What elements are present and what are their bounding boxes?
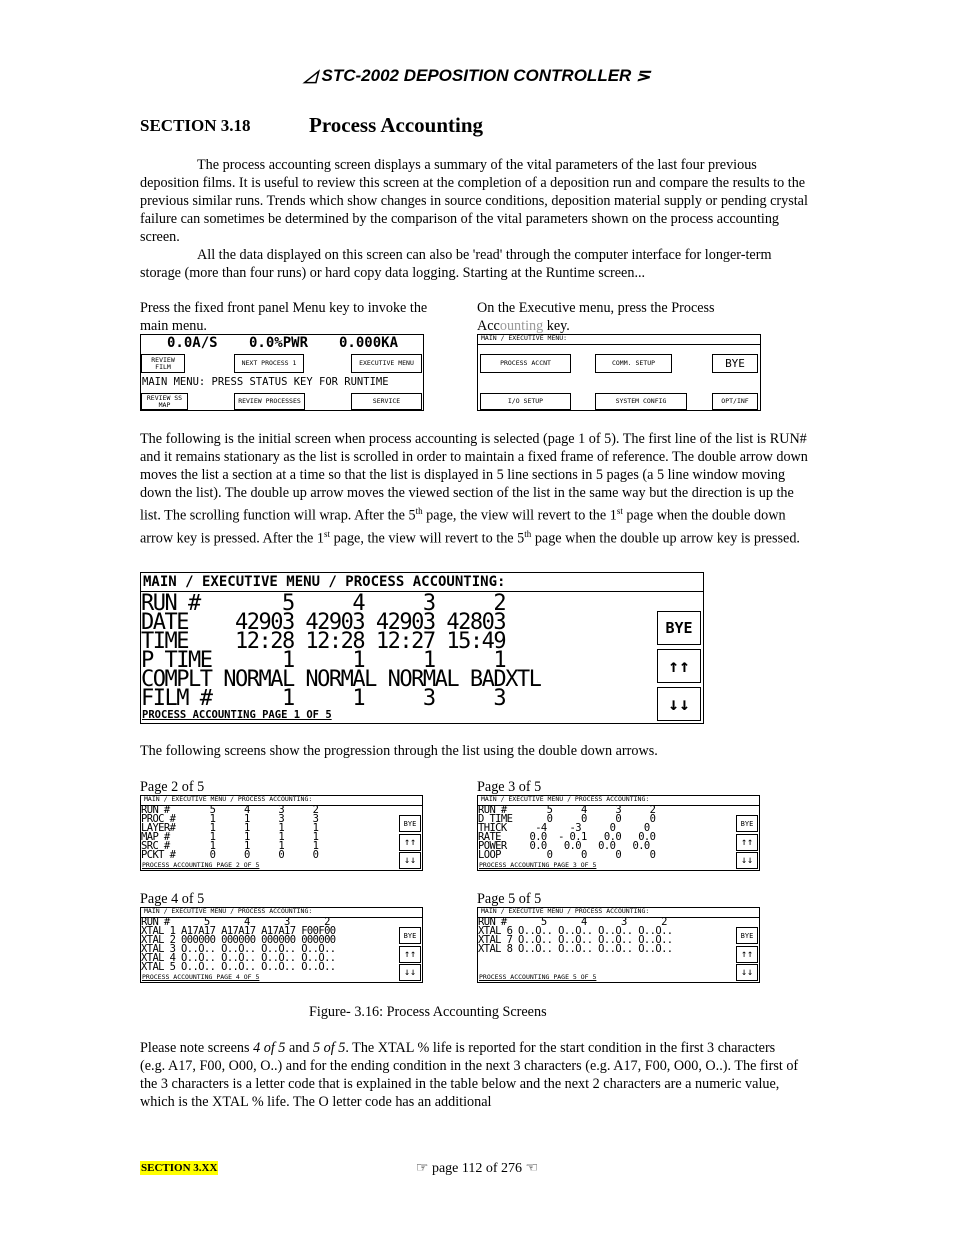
process-accounting-screen-page-5 [477,907,760,983]
readout-power: 0.0%PWR [249,335,309,351]
process-accounting-screen-page-2 [140,795,423,871]
explain-3: page when the double down arrow key is pressed. After the 1 [140,507,786,547]
status-line: MAIN MENU: PRESS STATUS KEY FOR RUNTIME [142,376,389,388]
process-accounting-button[interactable]: PROCESS ACCNT [480,354,571,373]
bye-button[interactable]: BYE [657,611,701,645]
bye-button[interactable]: BYE [736,815,758,832]
explain-sup-4: th [524,528,532,539]
small-screen-row: XTAL 1 A17A17 A17A17 A17A17 F00F00 [141,925,336,937]
io-setup-button[interactable]: I/O SETUP [480,393,571,410]
scroll-up-button[interactable]: ↑↑ [736,946,758,963]
small-screen-row: RUN # 5 4 3 2 [141,804,319,816]
explain-1: The following is the initial screen when process accounting is selected (page 1 of 5). The first line of the list is RUN# and it remains stationary as the list is scrolled in order to maintain a fixed frame of reference. The double arrow down moves the list a section at a time so that the list is displayed in 5 line sections in 5 pages (a 5 line window moving down the list). The double up arrow moves the viewed section of the list in the same way but the direction is up the list. The scrolling function will wrap. After the 5 [140,431,808,524]
header-right-glyph: ⋝ [636,66,651,85]
section-title: Process Accounting [309,113,484,137]
hand-right-icon: ☞ [415,1161,429,1176]
small-screen-footer: PROCESS ACCOUNTING PAGE 4 OF 5 [142,973,260,981]
system-config-button[interactable]: SYSTEM CONFIG [595,393,687,410]
executive-menu-button[interactable]: EXECUTIVE MENU [351,354,422,373]
small-screen-row: XTAL 8 O..O.. O..O.. O..O.. O..O.. [478,943,673,955]
service-button[interactable]: SERVICE [351,393,422,410]
note-text [140,1039,800,1111]
small-screen-footer: PROCESS ACCOUNTING PAGE 5 OF 5 [479,973,597,981]
small-screen-title: MAIN / EXECUTIVE MENU / PROCESS ACCOUNTING: [141,908,422,918]
small-screen-footer: PROCESS ACCOUNTING PAGE 3 OF 5 [479,861,597,869]
small-screen-title: MAIN / EXECUTIVE MENU / PROCESS ACCOUNTING: [478,796,759,806]
step-right-c: key. [543,318,570,334]
small-screen-caption: Page 3 of 5 [477,779,542,795]
document-header [0,66,954,86]
small-screen-caption: Page 5 of 5 [477,891,542,907]
note-c: and [285,1040,313,1056]
header-title: STC-2002 DEPOSITION CONTROLLER [321,66,632,85]
big-screen-row: TIME 12:28 12:28 12:27 15:49 [141,629,506,654]
comm-setup-button[interactable]: COMM. SETUP [595,354,672,373]
small-screen-row: RUN # 5 4 3 2 [478,804,656,816]
step-right-text [477,299,767,335]
big-screen-title: MAIN / EXECUTIVE MENU / PROCESS ACCOUNTING: [141,573,703,592]
small-screen-row: THICK -4 -3 0 0 [478,822,650,834]
bye-button[interactable]: BYE [712,354,758,373]
note-a: Please note screens [140,1040,254,1056]
main-menu-screen [140,334,424,411]
small-screen-row: XTAL 6 O..O.. O..O.. O..O.. O..O.. [478,925,673,937]
opt-inf-button[interactable]: OPT/INF [712,393,758,410]
intro-paragraph-1: The process accounting screen displays a summary of the vital parameters of the last four previous deposition films. It is useful to review this screen at the completion of a deposition run and compare the results to the previous similar runs. Trends which show changes in source conditions, deposition material supply or pending crystal failure can sometimes be determined by the comparison of the vital parameters shown on the process accounting screen. [140,157,808,245]
scroll-down-button[interactable]: ↓↓ [736,964,758,981]
exec-title: MAIN / EXECUTIVE MENU: [478,335,760,345]
bye-button[interactable]: BYE [399,927,421,944]
hand-left-icon: ☜ [525,1161,539,1176]
readout-rate: 0.0A/S [167,335,218,351]
review-film-button[interactable]: REVIEW FILM [141,354,185,373]
step-right-a: On the Executive menu, press the Process Acc [477,300,715,334]
small-screen-row: RUN # 5 4 3 2 [141,916,330,928]
small-screen-row: RUN # 5 4 3 2 [478,916,667,928]
explain-2: page, the view will revert to the 1 [422,507,617,524]
small-screen-row: XTAL 3 O..O.. O..O.. O..O.. O..O.. [141,943,336,955]
note-d: 5 of 5 [313,1040,346,1056]
big-screen-row: DATE 42903 42903 42903 42803 [141,610,506,635]
small-screen-caption: Page 2 of 5 [140,779,205,795]
scroll-down-button[interactable]: ↓↓ [399,852,421,869]
small-screen-footer: PROCESS ACCOUNTING PAGE 2 OF 5 [142,861,260,869]
explain-sup-2: st [616,506,623,516]
big-screen-row: P TIME 1 1 1 1 [141,648,506,673]
big-screen-row: FILM # 1 1 3 3 [141,686,506,711]
small-screen-title: MAIN / EXECUTIVE MENU / PROCESS ACCOUNTING: [478,908,759,918]
small-screen-row: PCKT # 0 0 0 0 [141,849,319,861]
executive-menu-screen [477,334,761,411]
scroll-up-button[interactable]: ↑↑ [399,946,421,963]
explain-sup-3: st [324,528,331,539]
small-screen-row: SRC # 1 1 1 1 [141,840,319,852]
small-screen-row: XTAL 4 O..O.. O..O.. O..O.. O..O.. [141,952,336,964]
step-left-text: Press the fixed front panel Menu key to invoke the main menu. [140,300,428,334]
big-screen-row: RUN # 5 4 3 2 [141,591,506,616]
explain-5: page when the double up arrow key is pressed. [531,530,800,547]
readout-thickness: 0.000KA [339,335,399,351]
intro-paragraph-2: All the data displayed on this screen can also be 'read' through the computer interface for longer-term storage (more than four runs) or hard copy data logging. Starting at the Runtime screen... [140,247,772,281]
bye-button[interactable]: BYE [736,927,758,944]
small-screen-caption: Page 4 of 5 [140,891,205,907]
scroll-down-button[interactable]: ↓↓ [736,852,758,869]
figure-caption: Figure- 3.16: Process Accounting Screens [309,1004,547,1020]
scroll-up-button[interactable]: ↑↑ [399,834,421,851]
intro-text [140,156,815,282]
small-screen-row: XTAL 7 O..O.. O..O.. O..O.. O..O.. [478,934,673,946]
next-process-button[interactable]: NEXT PROCESS 1 [234,354,304,373]
note-b: 4 of 5 [253,1040,286,1056]
step-right-b: ounting [499,318,544,334]
process-accounting-screen-page-3 [477,795,760,871]
progression-text: The following screens show the progression through the list using the double down arrows. [140,743,658,759]
small-screen-row: PROC # 1 1 3 3 [141,813,319,825]
scroll-up-button[interactable]: ↑↑ [657,649,701,683]
bye-button[interactable]: BYE [399,815,421,832]
note-e: . The XTAL % life is reported for the start condition in the first 3 characters (e.g. A17, F00, O00, O..) and for the ending condition in the next 3 characters (e.g. A17, F00, O00, O..). The first of the 3 characters is a letter code that is explained in the table below and the next 2 characters are a numeric value, which is the XTAL % life. The O letter code has an additional [140,1040,799,1110]
small-screen-row: LOOP 0 0 0 0 [478,849,656,861]
small-screen-row: MAP # 1 1 1 1 [141,831,319,843]
small-screen-row: D TIME 0 0 0 0 [478,813,656,825]
explain-sup-1: th [415,506,423,516]
process-accounting-screen-page-4 [140,907,423,983]
scroll-down-button[interactable]: ↓↓ [399,964,421,981]
big-screen-row: COMPLT NORMAL NORMAL NORMAL BADXTL [141,667,541,692]
section-label: SECTION 3.18 [140,116,251,135]
header-left-glyph: ◿ [303,66,317,85]
small-screen-row: XTAL 5 O..O.. O..O.. O..O.. O..O.. [141,961,336,973]
small-screen-row: RATE 0.0 - 0.1 0.0 0.0 [478,831,656,843]
footer-section-badge: SECTION 3.XX [141,1162,218,1174]
small-screen-row: XTAL 2 000000 000000 000000 000000 [141,934,336,946]
review-ss-map-button[interactable]: REVIEW SS MAP [141,393,188,410]
small-screen-row: LAYER# 1 1 1 1 [141,822,319,834]
review-processes-button[interactable]: REVIEW PROCESSES [234,393,305,410]
scroll-down-button[interactable]: ↓↓ [657,687,701,721]
page-number: page 112 of 276 [431,1161,523,1176]
footer-page [0,1160,954,1177]
explain-4: page, the view will revert to the 5 [330,530,525,547]
small-screen-row: POWER 0.0 0.0 0.0 0.0 [478,840,650,852]
big-screen-footer: PROCESS ACCOUNTING PAGE 1 OF 5 [142,709,332,721]
small-screen-title: MAIN / EXECUTIVE MENU / PROCESS ACCOUNTING: [141,796,422,806]
process-accounting-screen-page-1 [140,572,704,724]
scroll-up-button[interactable]: ↑↑ [736,834,758,851]
explanation-text [140,430,812,547]
